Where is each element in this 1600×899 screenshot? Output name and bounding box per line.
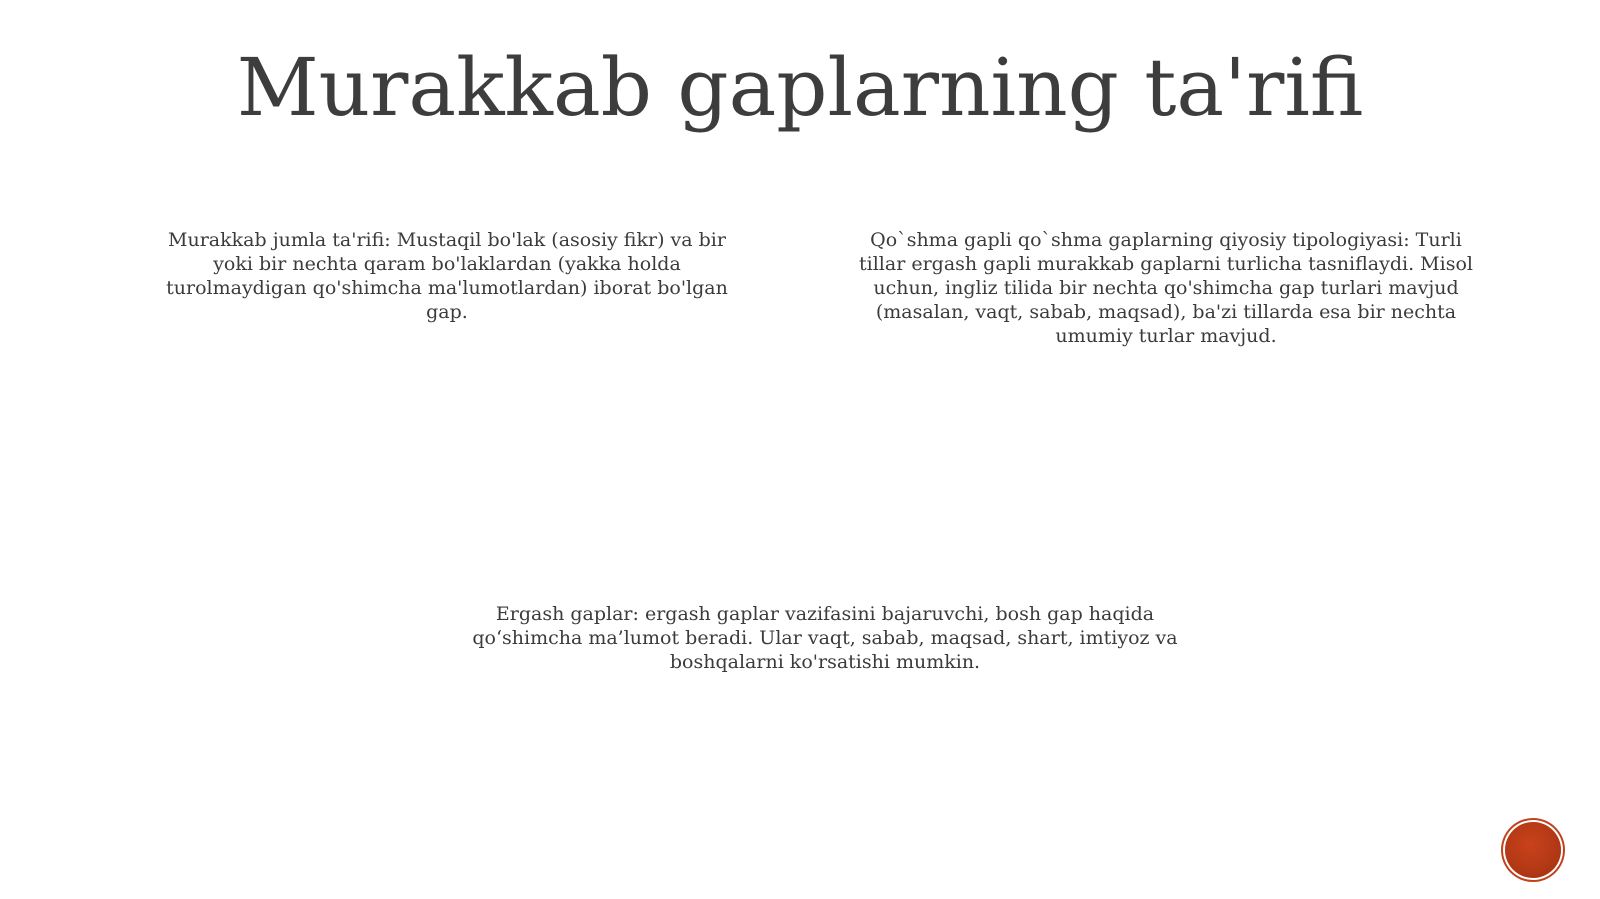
slide-nav-button[interactable] [1505, 822, 1561, 878]
typology-text-block: Qo`shma gapli qo`shma gaplarning qiyosiy tipologiyasi: Turli tillar ergash gapli murakkab gaplarni turlicha tasniflaydi. Misol uchun, ingliz tilida bir nechta qo'shimcha gap turlari mavjud (masalan, vaqt, sabab, maqsad), ba'zi tillarda esa bir nechta umumiy turlar mavjud. [859, 229, 1473, 347]
slide-title: Murakkab gaplarning ta'rifi [236, 41, 1364, 134]
subordinate-clauses-text-block: Ergash gaplar: ergash gaplar vazifasini bajaruvchi, bosh gap haqida qo‘shimcha ma’lumot beradi. Ular vaqt, sabab, maqsad, shart, imtiyoz va boshqalarni ko'rsatishi mumkin. [472, 603, 1178, 673]
definition-text-block: Murakkab jumla ta'rifi: Mustaqil bo'lak (asosiy fikr) va bir yoki bir nechta qaram bo'laklardan (yakka holda turolmaydigan qo'shimcha ma'lumotlardan) iborat bo'lgan gap. [166, 229, 728, 323]
